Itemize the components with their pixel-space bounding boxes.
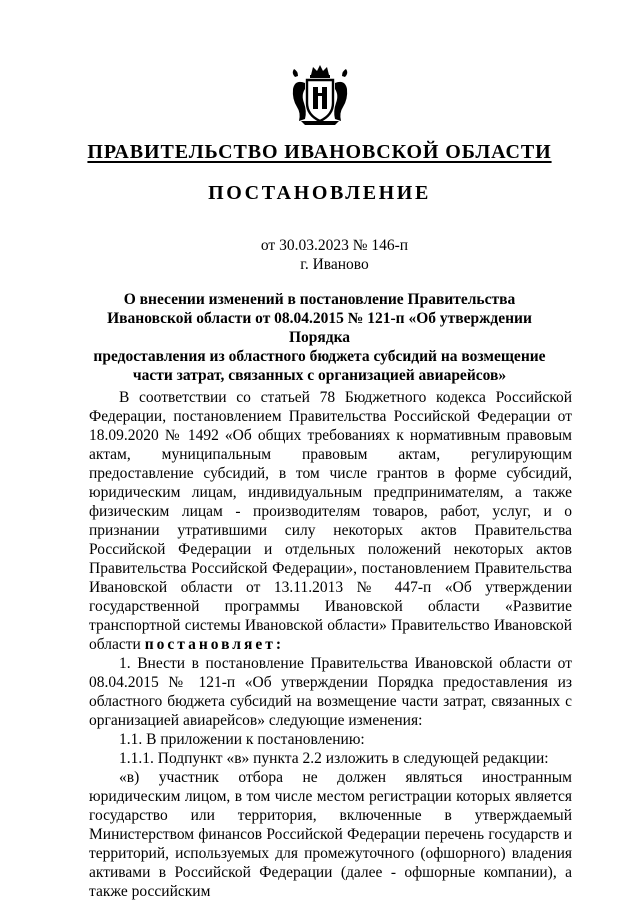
coat-of-arms-icon	[289, 63, 351, 127]
title-line: Ивановской области от 08.04.2015 № 121-п «Об утверждении Порядка	[107, 310, 532, 346]
document-body	[89, 388, 572, 901]
resolves-word: постановляет:	[144, 636, 285, 653]
title-line: предоставления из областного бюджета субсидий на возмещение	[93, 348, 546, 365]
item-1-1: 1.1. В приложении к постановлению:	[119, 731, 365, 748]
title-line: части затрат, связанных с организацией авиарейсов»	[132, 367, 507, 384]
subitem-v: «в) участник отбора не должен являться иностранным юридическим лицом, в том числе местом регистрации которых является государство или территория, включенные в утверждаемый Министерством финансов Российской Федерации перечень государств и территорий, используемых для промежуточного (офшорного) владения активами в Российской Федерации (далее - офшорные компании), а также российским	[89, 769, 572, 900]
item-1-1-1: 1.1.1. Подпункт «в» пункта 2.2 изложить в следующей редакции:	[119, 750, 549, 767]
document-title	[88, 290, 551, 385]
date-and-place	[0, 236, 639, 274]
organization-title: ПРАВИТЕЛЬСТВО ИВАНОВСКОЙ ОБЛАСТИ	[87, 141, 552, 163]
preamble-paragraph	[89, 388, 572, 654]
item-1: 1. Внести в постановление Правительства Ивановской области от 08.04.2015 № 121-п «Об утверждении Порядка предоставления из областного бюджета субсидий на возмещение части затрат, связанных с организацией авиарейсов» следующие изменения:	[89, 655, 572, 729]
document-type: ПОСТАНОВЛЕНИЕ	[208, 182, 431, 204]
preamble-text: В соответствии со статьей 78 Бюджетного кодекса Российской Федерации, постановлением Правительства Российской Федерации от 18.09.2020 № 1492 «Об общих требованиях к нормативным правовым актам, муниципальным правовым актам, регулирующим предоставление субсидий, в том числе грантов в форме субсидий, юридическим лицам, индивидуальным предпринимателям, а также физическим лицам - производителям товаров, работ, услуг, и о признании утратившими силу некоторых актов Правительства Российской Федерации и отдельных положений некоторых актов Правительства Российской Федерации», постановлением Правительства Ивановской области от 13.11.2013 № 447-п «Об утверждении государственной программы Ивановской области «Развитие транспортной системы Ивановской области» Правительство Ивановской области	[89, 389, 572, 653]
city: г. Иваново	[300, 256, 369, 273]
date-number: от 30.03.2023 № 146-п	[260, 237, 409, 254]
title-line: О внесении изменений в постановление Правительства	[123, 291, 516, 308]
